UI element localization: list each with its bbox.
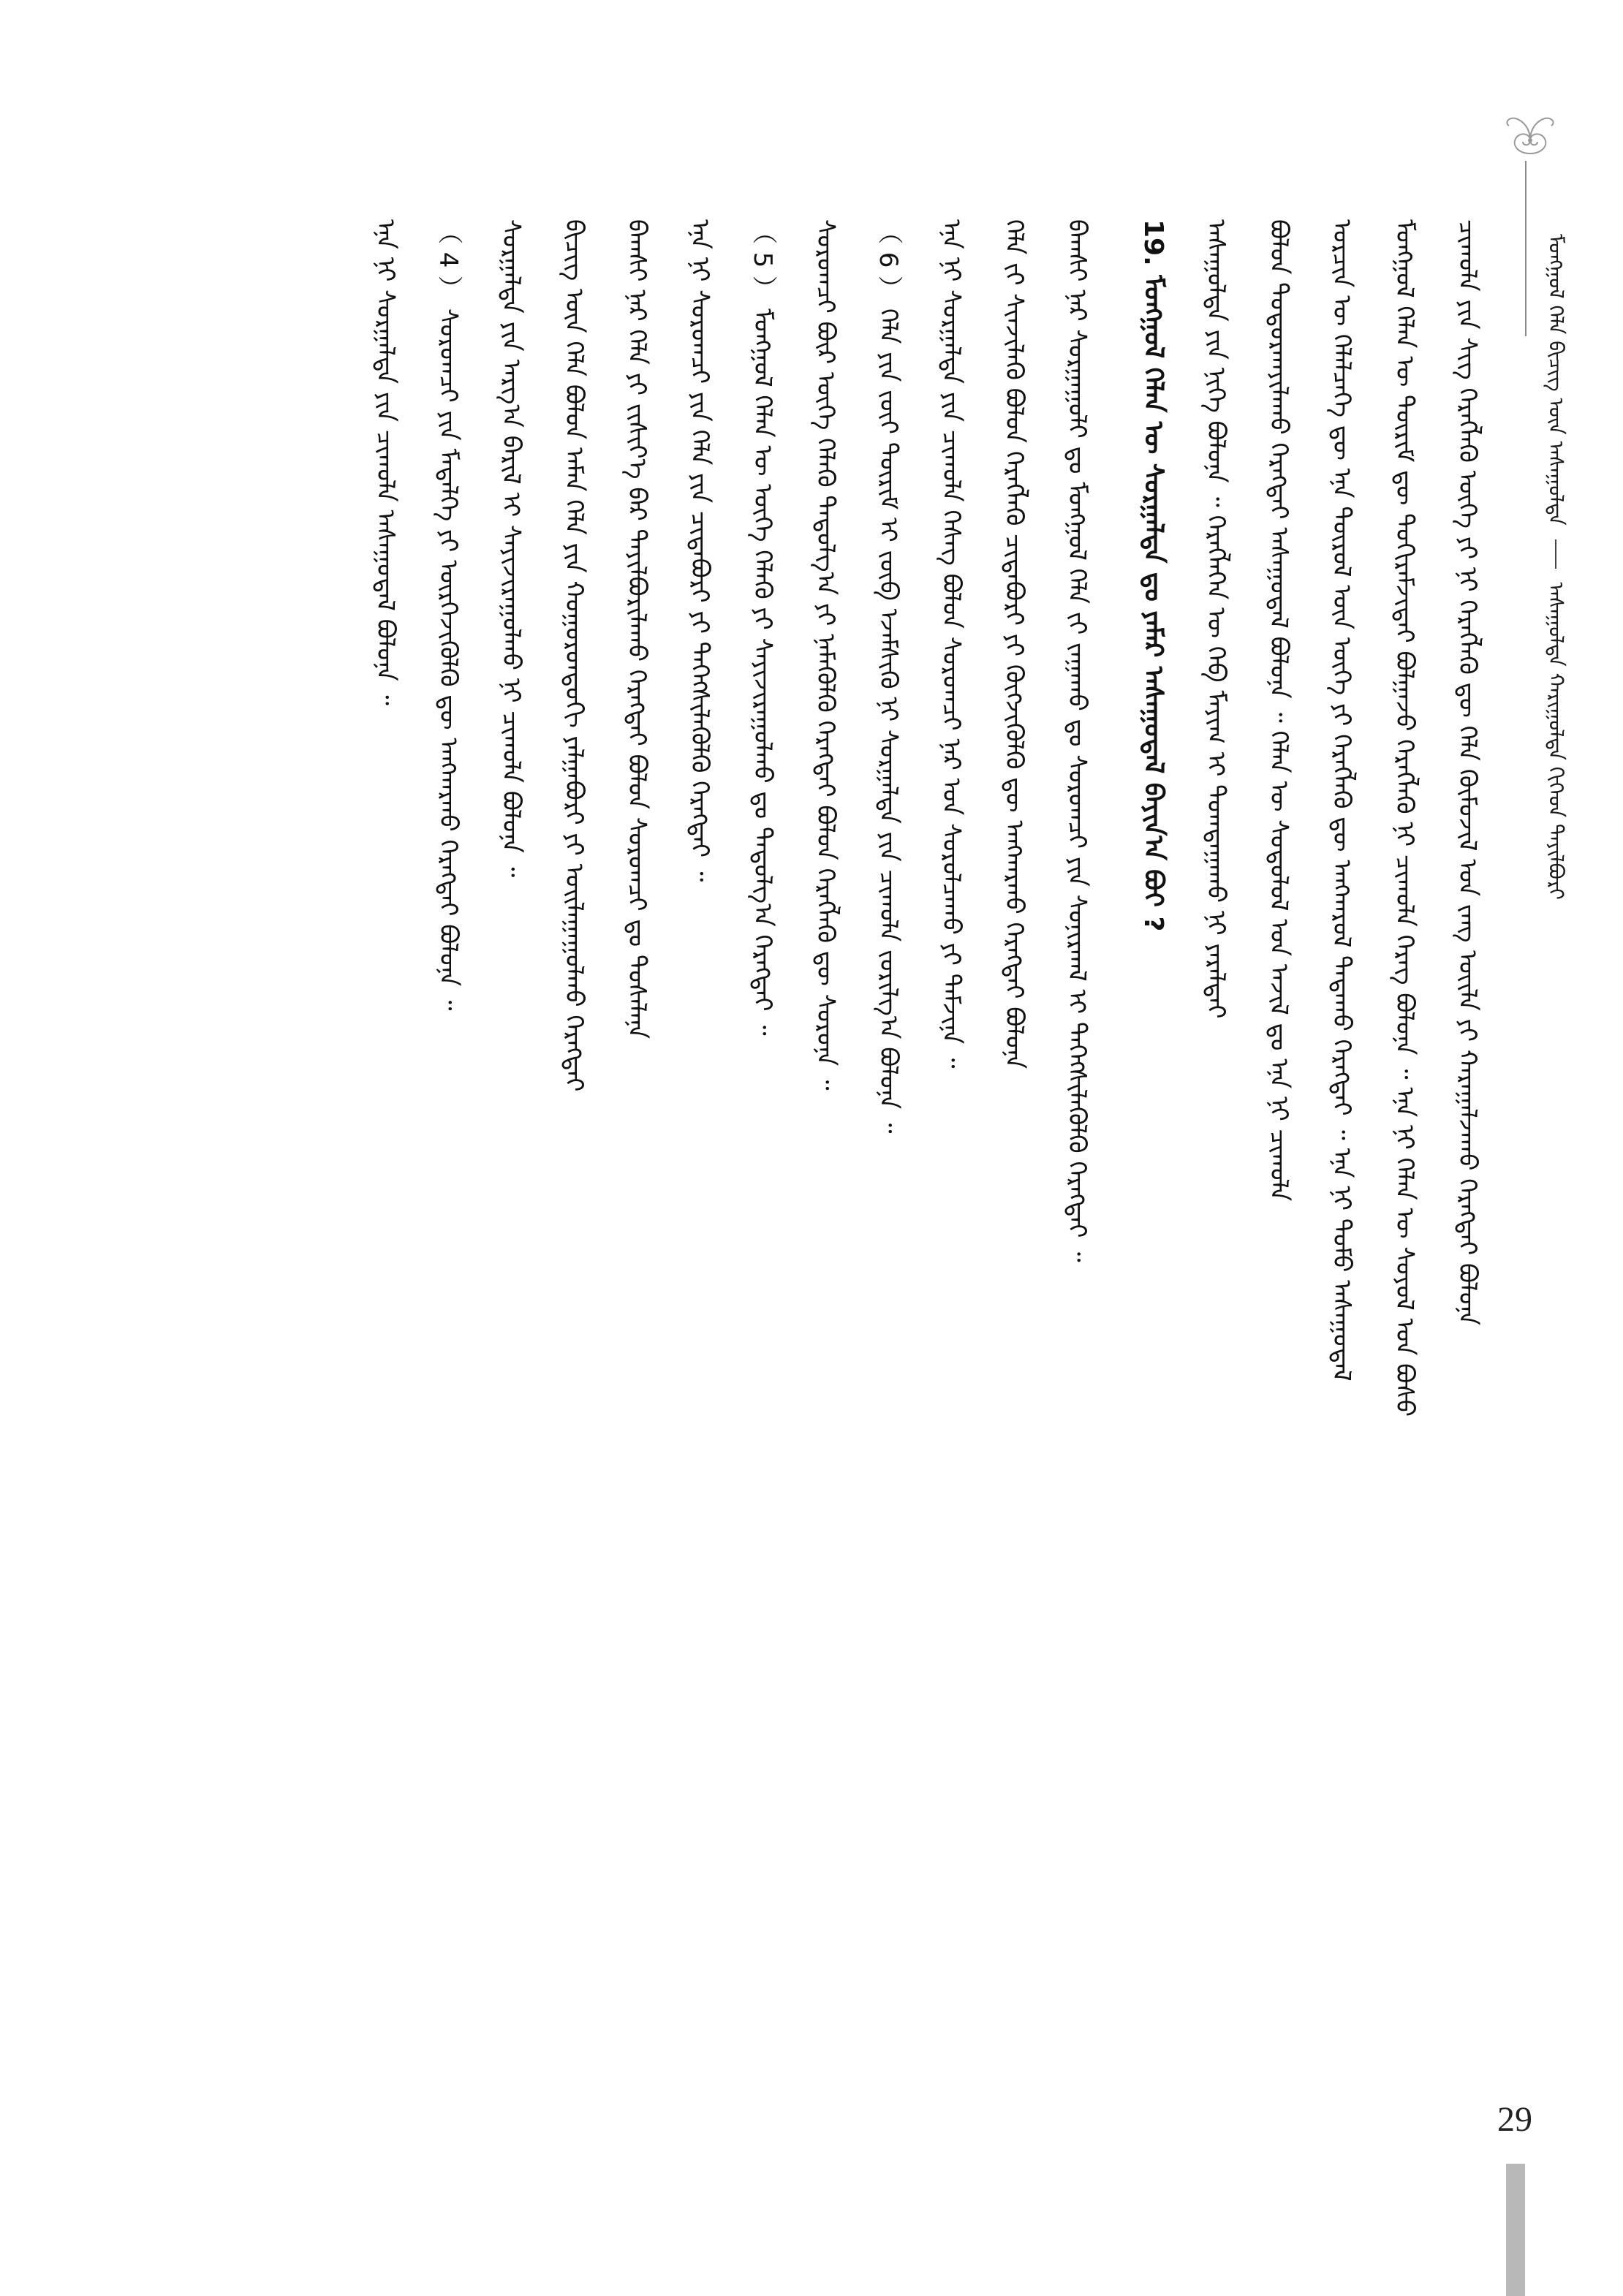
page-edge-tab [1506, 2164, 1525, 2296]
text-column: ᠪᠣᠯᠤᠨ ᠲᠣᠳᠤᠷᠬᠠᠶᠢᠯᠠᠬᠤ ᠬᠡᠷᠡᠭᠲᠡᠢ ᠠᠰᠠᠭᠤᠳᠠᠯ ᠪᠣᠯᠤᠨᠠ ᠃ ᠬᠡᠯᠡᠨ ᠦ ᠰᠤᠳᠤᠯᠤᠯ ᠤᠨ ᠠᠵᠢᠯ ᠳᠤ ᠡᠨᠡ ᠨᠢ ᠴᠢᠬᠤᠯᠠ [1264, 219, 1293, 1202]
ornament-flourish-icon [1490, 110, 1570, 161]
text-column: ᠬᠡᠯᠡ ᠵᠢ ᠰᠢᠨᠵᠢᠯᠡᠬᠦ ᠪᠣᠯᠤᠨ ᠬᠡᠷᠡᠭᠯᠡᠬᠦ ᠴᠢᠳᠠᠪᠤᠷᠢ ᠶᠢ ᠬᠥᠭᠵᠢᠭᠦᠯᠬᠦ ᠳᠦ ᠠᠩᠬᠠᠷᠬᠤ ᠬᠡᠷᠡᠭᠲᠡᠢ ᠪᠣᠯᠤᠨᠠ [999, 219, 1029, 1069]
text-column: ᠡᠨᠡ ᠨᠢ ᠰᠤᠷᠤᠭᠴᠢ ᠶᠢᠨ ᠬᠡᠯᠡ ᠶᠢᠨ ᠴᠢᠳᠠᠪᠤᠷᠢ ᠶᠢ ᠳᠡᠭᠡᠭᠰᠢᠯᠡᠭᠦᠯᠬᠦ ᠬᠡᠷᠡᠭᠲᠡᠢ ᠃ [685, 219, 714, 882]
text-column: ᠠᠰᠠᠭᠤᠯᠲᠠ ᠶᠢᠨ ᠨᠢᠭᠡ ᠪᠣᠯᠤᠨᠠ ᠃ ᠬᠡᠷᠡᠭᠯᠡᠭᠡᠨ ᠦ ᠬᠡᠪ ᠮᠠᠶᠢᠭ ᠢ ᠲᠣᠭᠲᠠᠭᠠᠬᠤ ᠨᠢ ᠶᠠᠷᠠᠯᠲᠠᠢ [1201, 219, 1230, 1019]
text-column: （ 4 ） ᠰᠤᠷᠤᠭᠴᠢ ᠶᠢᠨ ᠮᠡᠳᠡᠯᠭᠡ ᠶᠢ ᠥᠷᠭᠡᠵᠢᠭᠦᠯᠬᠦ ᠳᠦ ᠠᠩᠬᠠᠷᠬᠤ ᠬᠡᠷᠡᠭᠲᠡᠢ ᠪᠣᠯᠤᠨᠠ ᠃ [434, 219, 463, 1011]
text-column: ᠪᠠᠭᠰᠢ ᠨᠠᠷ ᠰᠤᠷᠭᠠᠭᠤᠯᠢ ᠳᠤ ᠮᠣᠩᠭᠣᠯ ᠬᠡᠯᠡ ᠵᠢ ᠵᠠᠭᠠᠬᠤ ᠳᠤ ᠰᠤᠷᠤᠭᠴᠢ ᠶᠢᠨ ᠰᠣᠨᠢᠷᠬᠠᠯ ᠢ ᠳᠡᠭᠡᠭᠰᠢᠯᠡᠭᠦᠯᠬᠦ ᠬᠡᠷᠡᠭᠲᠡᠢ ᠃ [1062, 219, 1092, 1262]
text-column: （ 6 ） ᠬᠡᠯᠡ ᠶᠢᠨ ᠵᠦᠢ ᠳᠦᠷᠢᠮ ᠢ ᠵᠥᠪ ᠡᠵᠡᠮᠰᠢᠬᠦ ᠨᠢ ᠰᠤᠷᠭᠠᠯᠲᠠ ᠶᠢᠨ ᠴᠢᠬᠤᠯᠠ ᠵᠣᠷᠢᠯᠭ᠎ᠠ ᠪᠣᠯᠤᠨᠠ ᠃ [874, 219, 903, 1134]
running-head [1543, 234, 1569, 900]
text-column: （ 5 ） ᠮᠣᠩᠭᠣᠯ ᠬᠡᠯᠡᠨ ᠦ ᠦᠭᠡ ᠬᠡᠯᠡᠬᠦ ᠶᠢ ᠰᠠᠶᠢᠵᠢᠷᠠᠭᠤᠯᠬᠤ ᠳᠤ ᠳᠠᠳᠤᠯᠭ᠎ᠠ ᠬᠡᠷᠡᠭᠲᠡᠢ ᠃ [748, 219, 777, 1036]
text-column: ᠣᠷᠴᠢᠨ ᠦ ᠬᠡᠯᠡᠯᠴᠡᠭᠡ ᠳᠦ ᠡᠨᠡ ᠲᠥᠷᠦᠯ ᠦᠨ ᠦᠭᠡ ᠶᠢ ᠬᠡᠷᠡᠭᠯᠡᠬᠦ ᠳᠦ ᠠᠩᠬᠠᠷᠤᠯ ᠲᠠᠲᠠᠬᠤ ᠬᠡᠷᠡᠭᠲᠡᠢ ᠃ ᠡᠨᠡ ᠨᠢ ᠲᠣᠮᠣ ᠠᠰᠠᠭᠤᠳᠠᠯ [1327, 219, 1356, 1382]
text-column: ᠮᠣᠩᠭᠣᠯ ᠬᠡᠯᠡᠨ ᠦ ᠳᠦᠷᠢᠮ ᠳᠦ ᠲᠣᠬᠢᠷᠠᠮᠵᠢᠲᠠᠢ ᠪᠣᠯᠭᠠᠵᠤ ᠬᠡᠷᠡᠭᠯᠡᠬᠦ ᠨᠢ ᠴᠢᠬᠤᠯᠠ ᠬᠡᠷᠡᠭ ᠪᠣᠯᠤᠨᠠ ᠃ ᠡᠨᠡ ᠨᠢ ᠬᠡᠯᠡᠨ ᠦ ᠰᠣᠶᠣᠯ ᠤᠨ ᠪᠤᠰᠤ [1390, 219, 1419, 1417]
text-column: ᠪᠢᠴᠢᠭ ᠦᠨ ᠬᠡᠯᠡ ᠪᠣᠯᠤᠨ ᠠᠮᠠᠨ ᠬᠡᠯᠡ ᠶᠢᠨ ᠬᠣᠭᠣᠷᠣᠨᠳᠤᠬᠢ ᠶᠠᠯᠭᠠᠪᠤᠷᠢ ᠶᠢ ᠣᠢᠯᠠᠭᠠᠭᠤᠯᠬᠤ ᠬᠡᠷᠡᠭᠲᠡᠢ [559, 219, 589, 1092]
text-column: ᠪᠠᠭᠰᠢ ᠨᠠᠷ ᠬᠡᠯᠡ ᠶᠢ ᠵᠢᠱᠢᠶ᠎ᠡ ᠪᠡᠷ ᠲᠠᠶᠢᠯᠪᠤᠷᠢᠯᠠᠬᠤ ᠬᠡᠷᠡᠭᠲᠡᠢ ᠪᠣᠯᠤᠨ ᠰᠤᠷᠤᠭᠴᠢ ᠳᠤ ᠲᠤᠰᠠᠯᠠᠨᠠ [622, 219, 651, 1039]
body-text [212, 219, 1499, 2032]
text-column: ᠡᠨᠡ ᠨᠢ ᠰᠤᠷᠭᠠᠯᠲᠠ ᠶᠢᠨ ᠴᠢᠬᠤᠯᠠ ᠬᠡᠰᠡᠭ ᠪᠣᠯᠤᠨ ᠰᠤᠷᠤᠭᠴᠢ ᠨᠠᠷ ᠤᠨ ᠰᠤᠷᠤᠯᠴᠠᠬᠤ ᠶᠢ ᠳᠡᠮᠵᠢᠨᠡ ᠃ [937, 219, 966, 1069]
text-column: ᠡᠨᠡ ᠨᠢ ᠰᠤᠷᠭᠠᠯᠲᠠ ᠶᠢᠨ ᠴᠢᠬᠤᠯᠠ ᠠᠰᠠᠭᠤᠳᠠᠯ ᠪᠣᠯᠤᠨᠠ ᠃ [371, 219, 400, 705]
running-head-separator [1555, 539, 1556, 569]
section-heading: 19. ᠮᠣᠩᠭᠣᠯ ᠬᠡᠯᠡᠨ ᠦ ᠰᠤᠷᠭᠠᠯᠲᠠ ᠳᠤ ᠶᠠᠮᠠᠷ ᠠᠰᠠᠭᠤᠳᠠᠯ ᠪᠠᠶᠢᠨ᠎ᠠ ᠪᠤᠢ ? [1138, 219, 1168, 932]
header-rule [1525, 161, 1526, 336]
text-column: ᠴᠢᠬᠤᠯᠠ ᠶᠢᠨ ᠰᠢᠭ ᠬᠡᠷᠡᠭᠯᠡᠬᠦ ᠦᠭᠡ ᠶᠢ ᠨᠢ ᠬᠡᠷᠡᠭᠯᠡᠬᠦ ᠳᠦ ᠬᠡᠯᠡ ᠬᠦᠮᠦᠵᠢᠯ ᠤᠨ ᠵᠠᠩ ᠦᠢᠯᠡ ᠶᠢ ᠬᠠᠷᠠᠭᠠᠯᠵᠠᠬᠤ ᠬᠡᠷᠡᠭᠲᠡᠢ ᠪᠣᠯᠤᠨᠠ [1453, 219, 1482, 1325]
text-column: ᠰᠤᠷᠤᠭᠴᠢ ᠪᠦᠷ ᠦᠭᠡ ᠬᠡᠯᠡᠬᠦ ᠳᠠᠳᠤᠯᠭ᠎ᠠ ᠶᠢ ᠨᠡᠮᠡᠭᠦᠯᠬᠦ ᠬᠡᠷᠡᠭᠲᠡᠢ ᠪᠣᠯᠤᠨ ᠬᠡᠷᠡᠭᠯᠡᠬᠦ ᠳᠦ ᠰᠤᠷᠤᠨᠠ ᠃ [811, 219, 840, 1091]
text-column: ᠰᠤᠷᠭᠠᠯᠲᠠ ᠶᠢᠨ ᠠᠷᠭ᠎ᠠ ᠪᠠᠷᠢᠯ ᠢ ᠰᠠᠶᠢᠵᠢᠷᠠᠭᠤᠯᠬᠤ ᠨᠢ ᠴᠢᠬᠤᠯᠠ ᠪᠣᠯᠤᠨᠠ ᠃ [496, 219, 526, 878]
page-number: 29 [1497, 2100, 1532, 2139]
running-subtitle: ᠠᠰᠠᠭᠤᠯᠲᠠ ᠬᠠᠷᠢᠭᠤᠯᠲᠠ ᠬᠢᠭᠡᠳ ᠲᠠᠶᠢᠯᠪᠤᠷᠢ [1544, 582, 1568, 900]
running-title: ᠮᠣᠩᠭᠣᠯ ᠬᠡᠯᠡ ᠪᠢᠴᠢᠭ ᠦᠨ ᠠᠰᠠᠭᠤᠯᠲᠠ [1544, 234, 1568, 526]
